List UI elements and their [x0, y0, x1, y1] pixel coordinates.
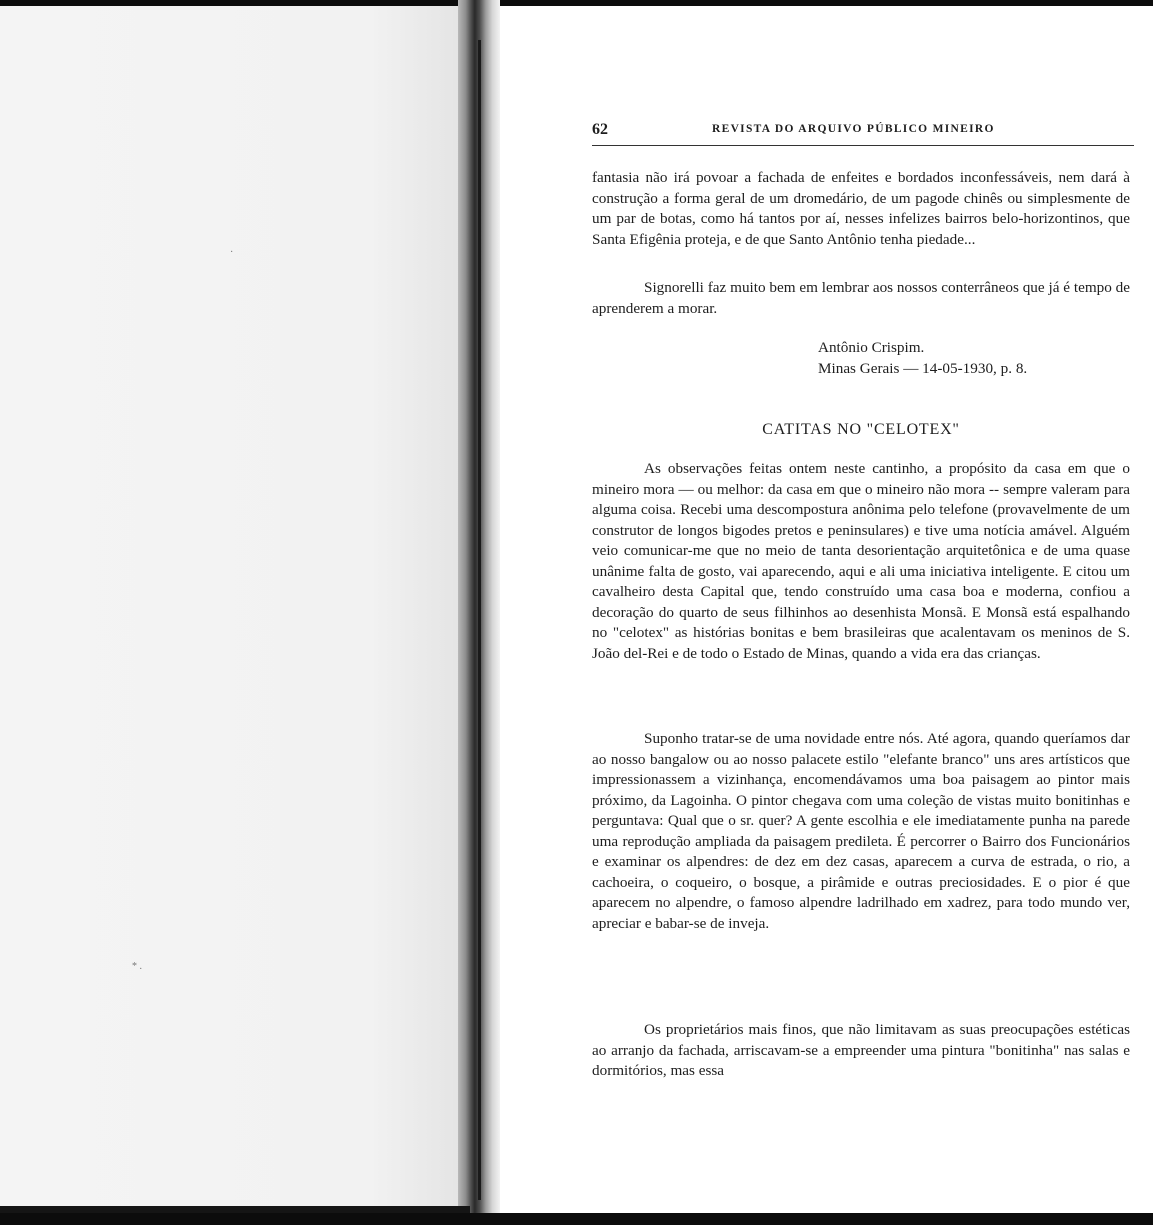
- page-number: 62: [592, 121, 608, 138]
- continuation-paragraph: fantasia não irá povoar a fachada de enfeites e bordados inconfessáveis, nem dará à construção a forma geral de um dromedário, de um pagode chinês ou simplesmente de um par de botas, como há tantos por aí, nesses infelizes bairros belo-horizontinos, que Santa Efigênia proteja, e de que Santo Antônio tenha piedade...: [592, 169, 1130, 248]
- article-title: CATITAS NO "CELOTEX": [762, 421, 960, 438]
- scan-band-bottom: [0, 1213, 1153, 1225]
- gutter-shadow-line: [478, 40, 481, 1200]
- signature-author: Antônio Crispim.: [818, 339, 925, 356]
- left-blank-page: [0, 6, 462, 1213]
- signature-block: [818, 338, 1027, 379]
- signature-source: Minas Gerais — 14-05-1930, p. 8.: [818, 359, 1028, 377]
- article-paragraph-3: Os proprietários mais finos, que não limitavam as suas preocupações estéticas ao arranjo da fachada, arriscavam-se a empreender uma pintura "bonitinha" nas salas e dormitórios, mas essa: [592, 1021, 1130, 1079]
- running-head: [592, 121, 1134, 146]
- left-page-speck: ·: [230, 247, 234, 258]
- article-paragraph-1: As observações feitas ontem neste cantinho, a propósito da casa em que o mineiro mora — ou melhor: da casa em que o mineiro não mora -- sempre valeram para alguma coisa. Recebi uma descompostura anônima pelo telefone (provavelmente de um construtor de longos bigodes pretos e peninsulares) e tive uma notícia amável. Alguém veio comunicar-me que no meio de tanta desorientação arquitetônica e de uma quase unânime falta de gosto, vai aparecendo, aqui e ali uma iniciativa inteligente. E citou um cavalheiro desta Capital que, tendo construído uma casa boa e moderna, confiou a decoração do quarto de seus filhinhos ao desenhista Monsã. E Monsã está espalhando no "celotex" as histórias bonitas e bem brasileiras que acalentavam os meninos de S. João del-Rei e de todo o Estado de Minas, quando a vida era das crianças.: [592, 460, 1130, 662]
- closing-paragraph: Signorelli faz muito bem em lembrar aos nossos conterrâneos que já é tempo de aprenderem a morar.: [592, 279, 1130, 317]
- left-page-speck-2: * .: [132, 961, 142, 972]
- journal-title: REVISTA DO ARQUIVO PÚBLICO MINEIRO: [712, 123, 995, 135]
- article-paragraph-2: Suponho tratar-se de uma novidade entre nós. Até agora, quando queríamos dar ao nosso bangalow ou ao nosso palacete estilo "elefante branco" uns ares artísticos que impressionassem a vizinhança, encomendávamos uma boa paisagem ao pintor mais próximo, da Lagoinha. O pintor chegava com uma coleção de vistas muito bonitinhas e perguntava: Qual que o sr. quer? A gente escolhia e ele imediatamente punha na parede uma reprodução ampliada da paisagem predileta. É percorrer o Bairro dos Funcionários e examinar os alpendres: de dez em dez casas, aparecem a curva de estrada, o rio, a cachoeira, o coqueiro, o bosque, a pirâmide e outras preciosidades. E o pior é que aparecem no alpendre, o famoso alpendre ladrilhado em xadrez, para todo mundo ver, apreciar e babar-se de inveja.: [592, 730, 1130, 932]
